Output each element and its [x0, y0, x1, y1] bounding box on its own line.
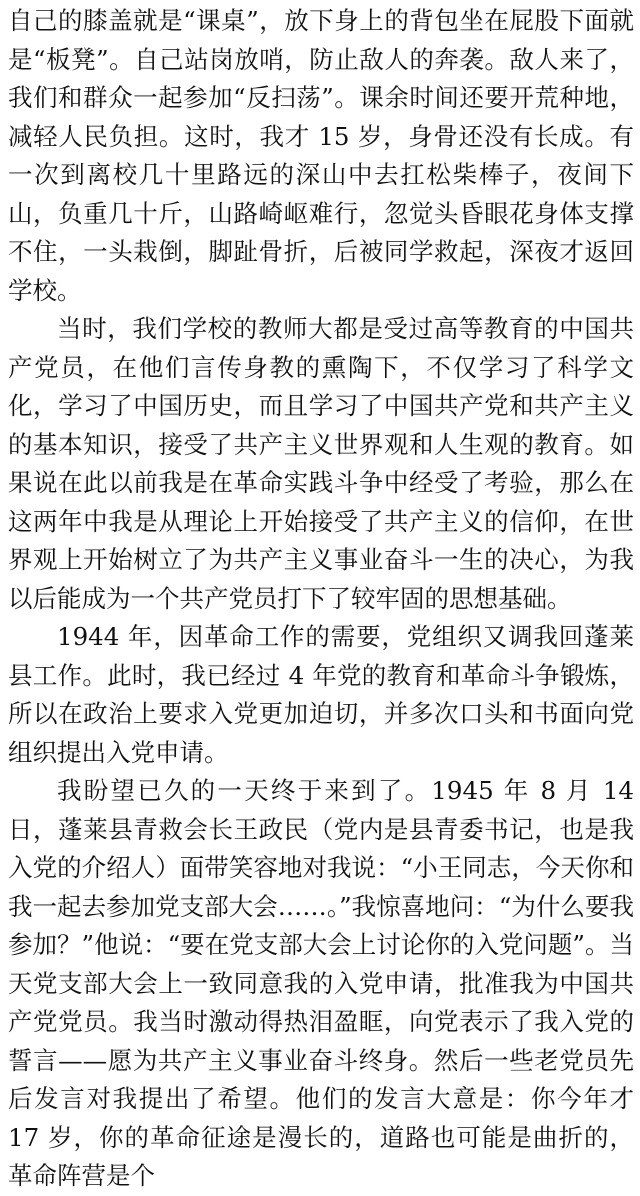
paragraph-2: 当时，我们学校的教师大都是受过高等教育的中国共产党员，在他们言传身教的熏陶下，不仅学习了科学文化，学习了中国历史，而且学习了中国共产党和共产主义的基本知识，接受了共产主义世界观和人生观的教育。如果说在此以前我是在革命实践斗争中经受了考验，那么在这两年中我是从理论上开始接受了共产主义的信仰，在世界观上开始树立了为共产主义事业奋斗一生的决心，为我以后能成为一个共产党员打下了较牢固的思想基础。 [8, 314, 634, 613]
document-page [8, 2, 634, 1196]
paragraph-3: 1944 年，因革命工作的需要，党组织又调我回蓬莱县工作。此时，我已经过 4 年党的教育和革命斗争锻炼，所以在政治上要求入党更加迫切，并多次口头和书面向党组织提出入党申请。 [8, 622, 634, 767]
paragraph-1: 自己的膝盖就是“课桌”，放下身上的背包坐在屁股下面就是“板凳”。自己站岗放哨，防止敌人的奔袭。敌人来了，我们和群众一起参加“反扫荡”。课余时间还要开荒种地，减轻人民负担。这时，我才 15 岁，身骨还没有长成。有一次到离校几十里路远的深山中去扛松柴棒子，夜间下山，负重几十斤，山路崎岖难行，忽觉头昏眼花身体支撑不住，一头栽倒，脚趾骨折，后被同学救起，深夜才返回学校。 [8, 6, 634, 305]
paragraph-4: 我盼望已久的一天终于来到了。1945 年 8 月 14 日，蓬莱县青救会长王政民（党内是县青委书记，也是我入党的介绍人）面带笑容地对我说：“小王同志，今天你和我一起去参加党支部大会……。”我惊喜地问：“为什么要我参加？”他说：“要在党支部大会上讨论你的入党问题”。当天党支部大会上一致同意我的入党申请，批准我为中国共产党党员。我当时激动得热泪盈眶，向党表示了我入党的誓言——愿为共产主义事业奋斗终身。然后一些老党员先后发言对我提出了希望。他们的发言大意是：你今年才 17 岁，你的革命征途是漫长的，道路也可能是曲折的，革命阵营是个 [8, 776, 634, 1190]
